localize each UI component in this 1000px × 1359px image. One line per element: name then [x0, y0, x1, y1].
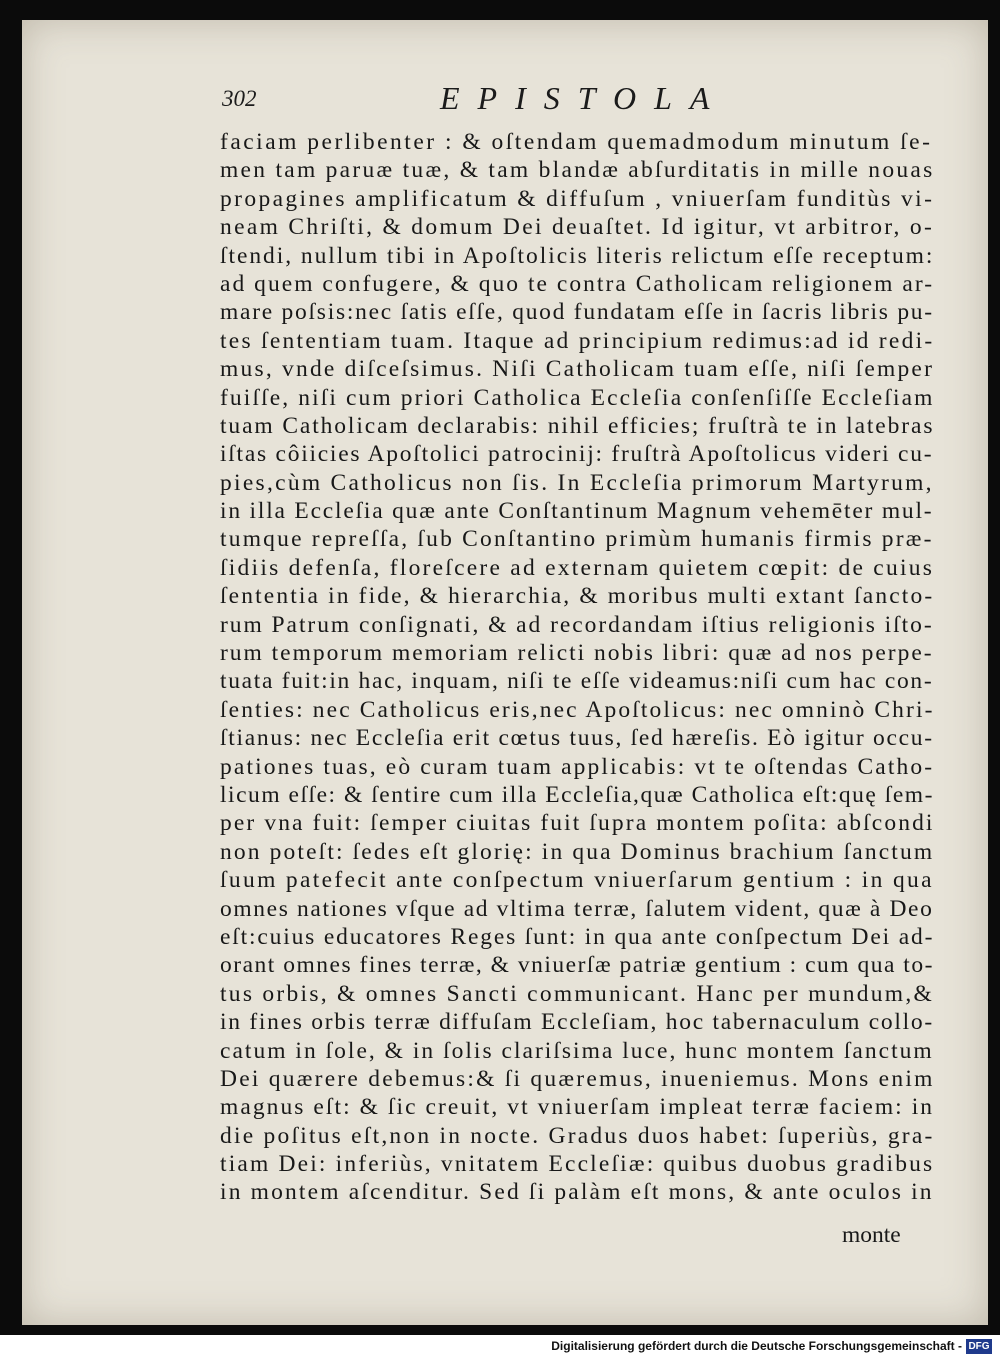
text-line: pationes tuas, eò curam tuam applicabis: vt te oſtendas Catho- — [220, 753, 935, 780]
text-line: propagines amplificatum & diffuſum , vniuerſam funditùs vi- — [220, 185, 935, 212]
text-line: tumque repreſſa, ſub Conſtantino primùm humanis firmis præ- — [220, 526, 934, 553]
text-line: per vna fuit: ſemper ciuitas fuit ſupra montem poſita: abſcondi — [220, 810, 935, 837]
text-line: iſtas côiicies Apoſtolici patrocinij: fruſtrà Apoſtolicus videri cu- — [220, 441, 934, 468]
text-line: ad quem confugere, & quo te contra Catholicam religionem ar- — [220, 270, 935, 297]
text-line: orant omnes fines terræ, & vniuerſæ patriæ gentium : cum qua to- — [220, 952, 934, 979]
text-line: licum eſſe: & ſentire cum illa Eccleſia,quæ Catholica eſt:quę ſem- — [220, 781, 934, 808]
text-line: ſenties: nec Catholicus eris,nec Apoſtolicus: nec omninò Chri- — [220, 696, 935, 723]
text-line: in montem aſcenditur. Sed ſi palàm eſt mons, & ante oculos in — [220, 1179, 934, 1206]
catchword: monte — [842, 1222, 901, 1248]
text-line: tus orbis, & omnes Sancti communicant. Hanc per mundum,& — [220, 980, 935, 1007]
text-line: catum in ſole, & in ſolis clariſsima luce, hunc montem ſanctum — [220, 1037, 934, 1064]
text-line: fuiſſe, niſi cum priori Catholica Eccleſia conſenſiſſe Eccleſiam — [220, 384, 935, 411]
page-number: 302 — [222, 86, 257, 111]
text-line: ſtendi, nullum tibi in Apoſtolicis literis relictum eſſe receptum: — [220, 242, 935, 269]
running-title: EPISTOLA — [440, 80, 728, 116]
text-line: magnus eſt: & ſic creuit, vt vniuerſam impleat terræ faciem: in — [220, 1094, 935, 1121]
text-line: rum temporum memoriam relicti nobis libri: quæ ad nos perpe- — [220, 640, 934, 667]
text-line: omnes nationes vſque ad vltima terræ, ſalutem vident, quæ à Deo — [220, 895, 934, 922]
footer-bar — [0, 1335, 1000, 1359]
body-text — [220, 128, 935, 1207]
text-line: tes ſententiam tuam. Itaque ad principium redimus:ad id redi- — [220, 327, 935, 354]
text-line: in illa Eccleſia quæ ante Conſtantinum Magnum vehemēter mul- — [220, 498, 934, 525]
page-header — [222, 80, 728, 130]
funding-notice: Digitalisierung gefördert durch die Deutsche Forschungsgemeinschaft - — [551, 1339, 962, 1353]
text-line: ſidiis defenſa, floreſcere ad externam quietem cœpit: de cuius — [220, 554, 935, 581]
text-line: tiam Dei: inferiùs, vnitatem Eccleſiæ: quibus duobus gradibus — [220, 1151, 935, 1178]
text-line: men tam paruæ tuæ, & tam blandæ abſurditatis in mille nouas — [220, 157, 935, 184]
text-line: tuata fuit:in hac, inquam, niſi te eſſe videamus:niſi cum hac con- — [220, 668, 934, 695]
text-line: faciam perlibenter : & oſtendam quemadmodum minutum ſe- — [220, 129, 933, 155]
text-line: eſt:cuius educatores Reges ſunt: in qua ante conſpectum Dei ad- — [220, 923, 935, 950]
book-page — [22, 20, 988, 1325]
text-line: ſtianus: nec Eccleſia erit cœtus tuus, ſed hæreſis. Eò igitur occu- — [220, 725, 934, 752]
text-line: ſententia in fide, & hierarchia, & moribus multi extant ſancto- — [220, 583, 935, 610]
text-line: mus, vnde diſceſsimus. Niſi Catholicam tuam eſſe, niſi ſemper — [220, 356, 935, 383]
text-line: tuam Catholicam declarabis: nihil efficies; fruſtrà te in latebras — [220, 412, 935, 439]
text-line: Dei quærere debemus:& ſi quæremus, inueniemus. Mons enim — [220, 1065, 935, 1092]
text-line: pies,cùm Catholicus non ſis. In Eccleſia primorum Martyrum, — [220, 469, 934, 496]
text-line: ſuum patefecit ante conſpectum vniuerſarum gentium : in qua — [220, 867, 934, 894]
text-line: neam Chriſti, & domum Dei deuaſtet. Id igitur, vt arbitror, o- — [220, 214, 935, 241]
text-line: non poteſt: ſedes eſt glorię: in qua Dominus brachium ſanctum — [220, 838, 935, 865]
dfg-logo-icon: DFG — [966, 1339, 992, 1354]
text-line: rum Patrum conſignati, & ad recordandam iſtius religionis iſto- — [220, 611, 934, 638]
text-line: mare poſsis:nec ſatis eſſe, quod fundatam eſſe in ſacris libris pu- — [220, 299, 934, 326]
text-line: in fines orbis terræ diffuſam Eccleſiam, hoc tabernaculum collo- — [220, 1009, 934, 1036]
text-line: die poſitus eſt,non in nocte. Gradus duos habet: ſuperiùs, gra- — [220, 1122, 935, 1149]
